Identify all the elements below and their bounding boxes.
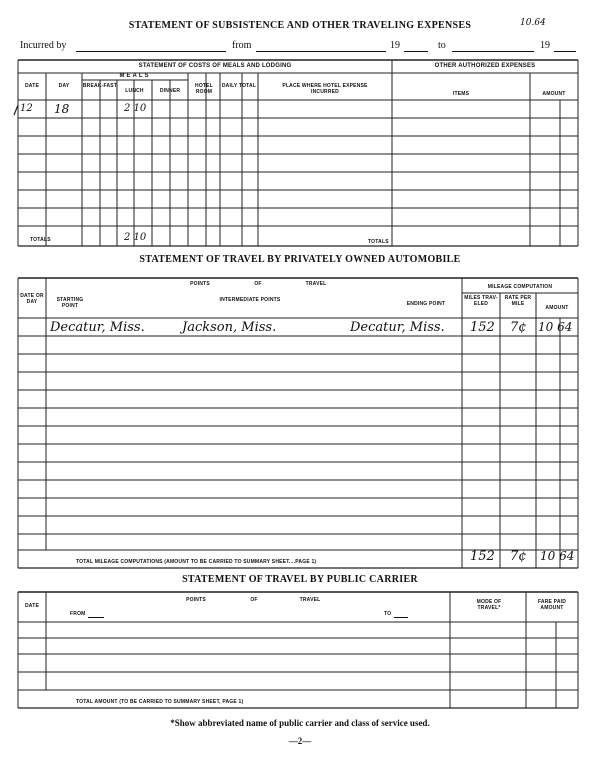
auto-col-miles: MILES TRAV-ELED (464, 295, 498, 307)
incurred-by-label: Incurred by (20, 40, 67, 51)
total-mileage-label: TOTAL MILEAGE COMPUTATIONS (AMOUNT TO BE CARRIED TO SUMMARY SHEET....PAGE 1) (76, 559, 317, 565)
entry-amount: 10 64 (538, 320, 573, 334)
col-items: ITEMS (452, 91, 470, 97)
mileage-computation-title: MILEAGE COMPUTATION (487, 284, 553, 290)
carrier-travel-label: TRAVEL (299, 597, 321, 603)
entry-day: 18 (54, 102, 70, 116)
entry-lunch: 2 10 (124, 103, 147, 114)
col-day: DAY (58, 83, 70, 89)
carrier-col-mode: MODE OF TRAVEL* (476, 599, 502, 611)
totals-left-label: TOTALS (30, 237, 51, 243)
auto-col-amount: AMOUNT (545, 305, 569, 311)
total-rate: 7¢ (510, 549, 527, 564)
carrier-from-label: FROM (70, 611, 86, 617)
year-label-2: 19 (540, 40, 550, 51)
totals-right-label: TOTALS (368, 239, 389, 245)
auto-travel-label: TRAVEL (305, 281, 327, 287)
entry-intermediate-point: Jackson, Miss. (182, 320, 277, 335)
total-miles: 152 (470, 549, 495, 564)
page-number: —2— (288, 736, 312, 746)
col-daily-total: DAILY TOTAL (221, 83, 257, 89)
year-label-1: 19 (390, 40, 400, 51)
entry-date: 12 (20, 103, 33, 114)
carrier-to-line[interactable] (394, 617, 408, 618)
auto-points-label: POINTS (190, 281, 210, 287)
col-breakfast: BREAK-FAST (82, 83, 118, 89)
totals-lunch: 2 10 (124, 232, 147, 243)
carrier-from-line[interactable] (88, 617, 104, 618)
carrier-of-label: OF (250, 597, 258, 603)
col-date: DATE (24, 83, 40, 89)
from-label: from (232, 40, 252, 51)
form-title: STATEMENT OF SUBSISTENCE AND OTHER TRAVELING EXPENSES (128, 20, 472, 31)
auto-col-start: STARTING POINT (56, 297, 84, 309)
meals-label: MEALS (119, 73, 151, 79)
entry-ending-point: Decatur, Miss. (350, 320, 445, 335)
carrier-to-label: TO (384, 611, 392, 617)
auto-col-end: ENDING POINT (406, 301, 446, 307)
to-label: to (438, 40, 446, 51)
corner-note: 10.64 (520, 18, 546, 28)
col-hotel: HOTEL ROOM (195, 83, 213, 95)
other-expenses-title: OTHER AUTHORIZED EXPENSES (434, 63, 536, 69)
entry-starting-point: Decatur, Miss. (50, 320, 145, 335)
auto-col-date: DATE OR DAY (20, 293, 44, 305)
carrier-col-date: DATE (24, 603, 40, 609)
col-lunch: LUNCH (125, 88, 144, 94)
col-place: PLACE WHERE HOTEL EXPENSE INCURRED (282, 83, 368, 95)
carrier-col-fare: FARE PAID AMOUNT (537, 599, 567, 611)
auto-of-label: OF (254, 281, 262, 287)
meals-section-title: STATEMENT OF COSTS OF MEALS AND LODGING (138, 63, 292, 69)
auto-col-intermediate: INTERMEDIATE POINTS (219, 297, 281, 303)
entry-rate: 7¢ (510, 320, 527, 335)
carrier-points-label: POINTS (186, 597, 206, 603)
auto-col-rate: RATE PER MILE (504, 295, 532, 307)
auto-section-title: STATEMENT OF TRAVEL BY PRIVATELY OWNED AUTOMOBILE (139, 254, 461, 265)
col-amount: AMOUNT (542, 91, 566, 97)
col-dinner: DINNER (159, 88, 181, 94)
carrier-total-label: TOTAL AMOUNT (TO BE CARRIED TO SUMMARY SHEET, PAGE 1) (76, 699, 244, 705)
footer-note: *Show abbreviated name of public carrier and class of service used. (170, 718, 430, 728)
entry-miles: 152 (470, 320, 495, 335)
total-amount: 10 64 (540, 549, 575, 563)
carrier-section-title: STATEMENT OF TRAVEL BY PUBLIC CARRIER (182, 574, 418, 585)
